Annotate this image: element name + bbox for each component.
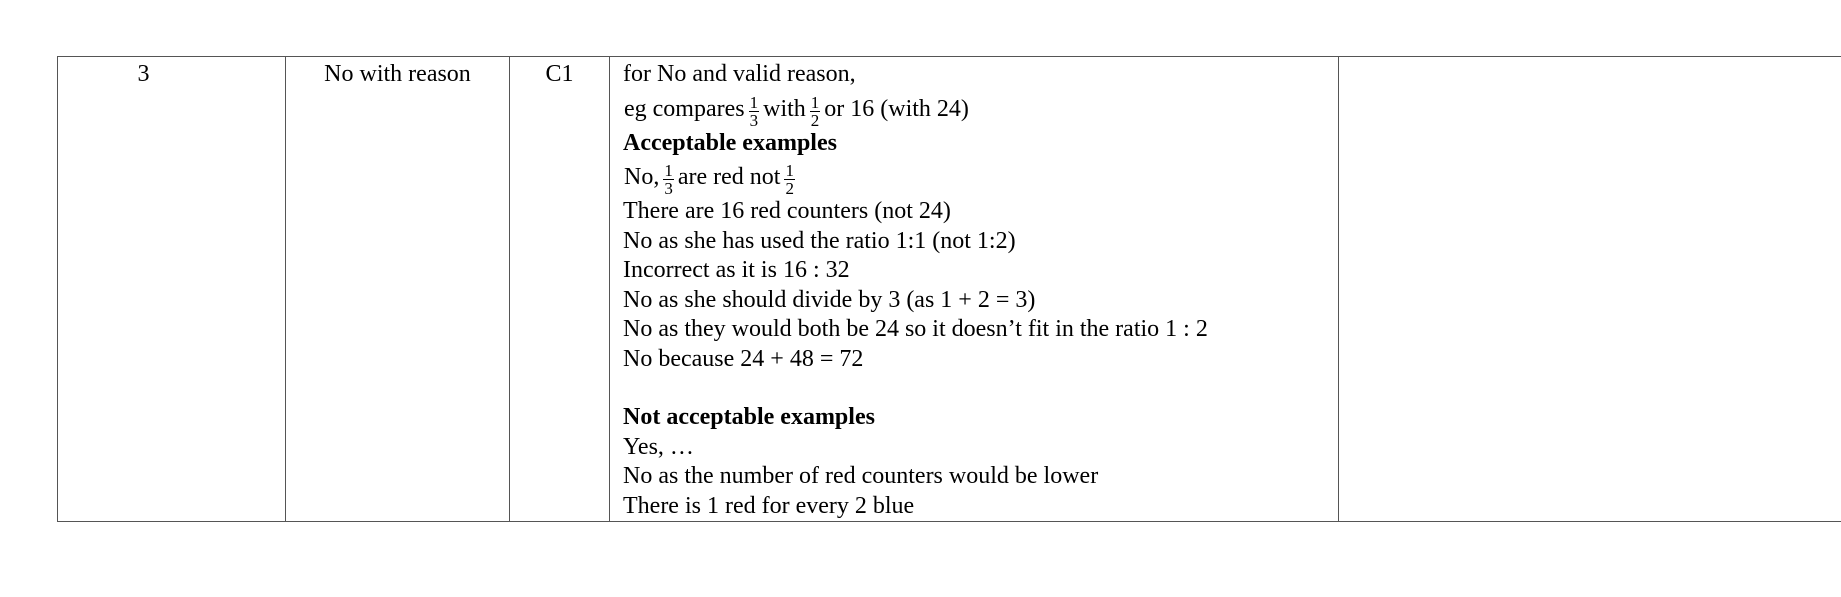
fraction-one-half [810,94,821,130]
fraction-denominator: 2 [810,110,820,130]
additional-guidance-cell [1339,57,1841,522]
fraction-one-third [749,94,760,130]
question-number-cell [58,57,286,522]
compare-mid: with [763,95,806,122]
fraction-one-half [784,162,795,198]
acceptable-first-mid: are red not [677,164,781,190]
acceptable-first-pre: No, [624,164,660,190]
mark-scheme-table [57,56,1841,522]
fraction-denominator: 3 [664,179,673,199]
acceptable-example: There are 16 red counters (not 24) [623,198,951,224]
fraction-numerator: 1 [810,92,820,112]
fraction-numerator: 1 [749,92,759,112]
acceptable-example: Incorrect as it is 16 : 32 [623,257,850,283]
acceptable-example: No as she should divide by 3 (as 1 + 2 = 3) [623,286,1036,313]
guidance-intro: for No and valid reason, [623,61,856,87]
acceptable-example: No because 24 + 48 = 72 [623,345,864,372]
not-acceptable-example: No as the number of red counters would be lower [623,463,1099,489]
mark-code: C1 [545,61,574,87]
answer-cell [286,57,510,522]
fraction-one-third [663,162,674,198]
not-acceptable-heading: Not acceptable examples [623,404,875,430]
acceptable-example: No as she has used the ratio 1:1 (not 1:2) [623,227,1016,254]
compare-pre: eg compares [624,95,745,122]
question-number: 3 [137,61,150,87]
fraction-numerator: 1 [785,161,794,181]
fraction-denominator: 2 [785,179,794,199]
mark-cell [510,57,610,522]
fraction-denominator: 3 [749,110,759,130]
guidance-compare-line [623,90,1338,129]
acceptable-heading: Acceptable examples [623,129,837,156]
guidance-cell [610,57,1339,522]
acceptable-example-fraction [623,158,1338,197]
table-row [58,57,1841,522]
fraction-numerator: 1 [664,161,673,181]
not-acceptable-example: Yes, … [623,433,694,460]
not-acceptable-example: There is 1 red for every 2 blue [623,492,915,519]
acceptable-example: No as they would both be 24 so it doesn’t fit in the ratio 1 : 2 [623,316,1208,342]
spacer [623,374,1338,403]
answer-text: No with reason [324,61,471,87]
compare-post: or 16 (with 24) [824,95,969,122]
